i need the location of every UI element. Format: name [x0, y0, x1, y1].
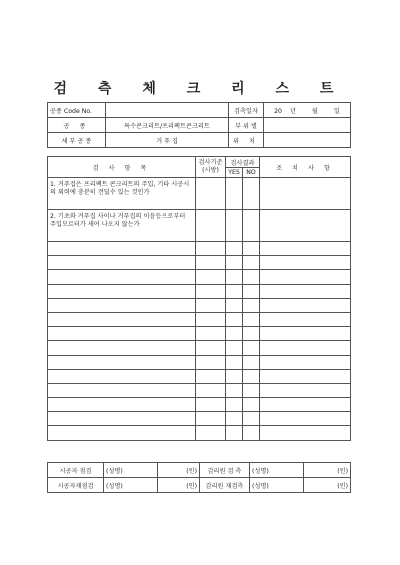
empty-cell[interactable]: [196, 242, 226, 256]
empty-cell[interactable]: [243, 369, 260, 383]
empty-cell[interactable]: [48, 412, 196, 426]
page-title: 검 측 체 크 리 스 트: [53, 81, 347, 97]
empty-row: [48, 355, 351, 369]
empty-row: [48, 312, 351, 326]
contractor-check-name[interactable]: (성명): [104, 463, 158, 478]
empty-cell[interactable]: [260, 327, 351, 341]
empty-cell[interactable]: [226, 327, 243, 341]
empty-cell[interactable]: [196, 412, 226, 426]
detail-label: 세 부 공 종: [48, 133, 106, 148]
column-header-yes: YES: [226, 168, 243, 178]
column-header-no: NO: [243, 168, 260, 178]
empty-cell[interactable]: [243, 312, 260, 326]
empty-row: [48, 270, 351, 284]
empty-cell[interactable]: [226, 284, 243, 298]
empty-cell[interactable]: [48, 383, 196, 397]
empty-cell[interactable]: [48, 369, 196, 383]
header-info-table: [47, 102, 351, 148]
standard-line2: (시방): [202, 167, 219, 174]
empty-cell[interactable]: [226, 341, 243, 355]
empty-cell[interactable]: [226, 369, 243, 383]
empty-row: [48, 369, 351, 383]
empty-cell[interactable]: [226, 355, 243, 369]
date-value[interactable]: [264, 103, 351, 118]
empty-cell[interactable]: [48, 270, 196, 284]
empty-cell[interactable]: [243, 298, 260, 312]
empty-cell[interactable]: [196, 426, 226, 440]
item-2-no[interactable]: [243, 210, 260, 242]
date-day-unit: 일: [333, 107, 340, 115]
empty-row: [48, 426, 351, 440]
part-value[interactable]: [264, 118, 351, 133]
empty-cell[interactable]: [260, 256, 351, 270]
date-label: 검측일자: [229, 103, 264, 118]
empty-cell[interactable]: [226, 312, 243, 326]
empty-row: [48, 256, 351, 270]
empty-cell[interactable]: [260, 242, 351, 256]
empty-row: [48, 398, 351, 412]
empty-cell[interactable]: [196, 312, 226, 326]
empty-cell[interactable]: [260, 312, 351, 326]
empty-cell[interactable]: [196, 284, 226, 298]
supervisor-reinspect-label: 감리원 재검측: [200, 478, 250, 493]
empty-cell[interactable]: [196, 341, 226, 355]
empty-cell[interactable]: [48, 242, 196, 256]
contractor-recheck-name[interactable]: (성명): [104, 478, 158, 493]
item-1-no[interactable]: [243, 178, 260, 210]
empty-cell[interactable]: [226, 398, 243, 412]
standard-line1: 검사기준: [198, 159, 223, 166]
item-2-yes[interactable]: [226, 210, 243, 242]
empty-cell[interactable]: [260, 426, 351, 440]
empty-cell[interactable]: [243, 341, 260, 355]
empty-cell[interactable]: [243, 398, 260, 412]
column-header-standard: [196, 157, 226, 178]
checklist-table: [47, 156, 351, 441]
date-year: 20: [274, 107, 282, 115]
empty-cell[interactable]: [260, 341, 351, 355]
item-1-action[interactable]: [260, 178, 351, 210]
empty-cell[interactable]: [48, 327, 196, 341]
column-header-result: 검사결과: [226, 157, 260, 168]
empty-cell[interactable]: [260, 383, 351, 397]
empty-cell[interactable]: [260, 398, 351, 412]
empty-row: [48, 327, 351, 341]
empty-cell[interactable]: [243, 270, 260, 284]
empty-cell[interactable]: [196, 355, 226, 369]
empty-row: [48, 383, 351, 397]
part-label: 부 위 별: [229, 118, 264, 133]
empty-cell[interactable]: [48, 426, 196, 440]
empty-cell[interactable]: [243, 426, 260, 440]
empty-cell[interactable]: [48, 256, 196, 270]
empty-cell[interactable]: [48, 355, 196, 369]
empty-cell[interactable]: [226, 256, 243, 270]
code-label: 공종 Code No.: [48, 103, 106, 118]
work-value: 특수콘크리트/프리팩트콘크리트: [106, 118, 229, 133]
empty-cell[interactable]: [196, 383, 226, 397]
supervisor-reinspect-name[interactable]: (성명): [250, 478, 304, 493]
empty-cell[interactable]: [243, 383, 260, 397]
empty-cell[interactable]: [226, 270, 243, 284]
location-label: 위 치: [229, 133, 264, 148]
signature-table: [47, 462, 351, 493]
checklist-item-1: 1. 거푸집은 프리팩트 콘크리트의 주입, 기타 시공시의 외력에 충분히 견딜수 있는 것인가: [48, 178, 196, 210]
contractor-recheck-label: 시공자재점검: [48, 478, 104, 493]
empty-row: [48, 412, 351, 426]
empty-cell[interactable]: [48, 312, 196, 326]
empty-cell[interactable]: [196, 298, 226, 312]
column-header-item: 검 사 항 목: [48, 157, 196, 178]
empty-row: [48, 284, 351, 298]
empty-cell[interactable]: [260, 270, 351, 284]
code-value[interactable]: [106, 103, 229, 118]
checklist-item-2: 2. 기초와 거푸집 사이나 거푸집의 이음등으로부터 주입모르터가 새어 나오지 않는가: [48, 210, 196, 242]
detail-value: 거 푸 집: [106, 133, 229, 148]
empty-cell[interactable]: [243, 355, 260, 369]
empty-cell[interactable]: [243, 284, 260, 298]
empty-cell[interactable]: [196, 256, 226, 270]
empty-cell[interactable]: [243, 327, 260, 341]
column-header-action: 조 치 사 항: [260, 157, 351, 178]
contractor-check-seal[interactable]: (인): [158, 463, 200, 478]
empty-row: [48, 341, 351, 355]
item-2-action[interactable]: [260, 210, 351, 242]
empty-cell[interactable]: [226, 383, 243, 397]
empty-cell[interactable]: [243, 256, 260, 270]
empty-cell[interactable]: [260, 298, 351, 312]
supervisor-inspect-seal[interactable]: (인): [304, 463, 351, 478]
contractor-recheck-seal[interactable]: (인): [158, 478, 200, 493]
empty-cell[interactable]: [260, 369, 351, 383]
empty-cell[interactable]: [260, 355, 351, 369]
supervisor-reinspect-seal[interactable]: (인): [304, 478, 351, 493]
empty-cell[interactable]: [226, 298, 243, 312]
item-1-standard[interactable]: [196, 178, 226, 210]
empty-cell[interactable]: [196, 398, 226, 412]
empty-cell[interactable]: [48, 341, 196, 355]
date-month-unit: 월: [311, 107, 318, 115]
empty-cell[interactable]: [260, 284, 351, 298]
empty-cell[interactable]: [226, 412, 243, 426]
empty-cell[interactable]: [48, 298, 196, 312]
work-label: 공 종: [48, 118, 106, 133]
empty-cell[interactable]: [196, 327, 226, 341]
supervisor-inspect-label: 감리원 검 측: [200, 463, 250, 478]
empty-cell[interactable]: [243, 242, 260, 256]
item-1-yes[interactable]: [226, 178, 243, 210]
empty-cell[interactable]: [226, 426, 243, 440]
empty-cell[interactable]: [260, 412, 351, 426]
supervisor-inspect-name[interactable]: (성명): [250, 463, 304, 478]
empty-row: [48, 298, 351, 312]
item-2-standard[interactable]: [196, 210, 226, 242]
contractor-check-label: 시공자 점검: [48, 463, 104, 478]
empty-cell[interactable]: [226, 242, 243, 256]
empty-cell[interactable]: [196, 369, 226, 383]
empty-cell[interactable]: [196, 270, 226, 284]
date-year-unit: 년: [289, 107, 296, 115]
location-value[interactable]: [264, 133, 351, 148]
empty-cell[interactable]: [48, 398, 196, 412]
empty-row: [48, 242, 351, 256]
empty-cell[interactable]: [48, 284, 196, 298]
empty-cell[interactable]: [243, 412, 260, 426]
